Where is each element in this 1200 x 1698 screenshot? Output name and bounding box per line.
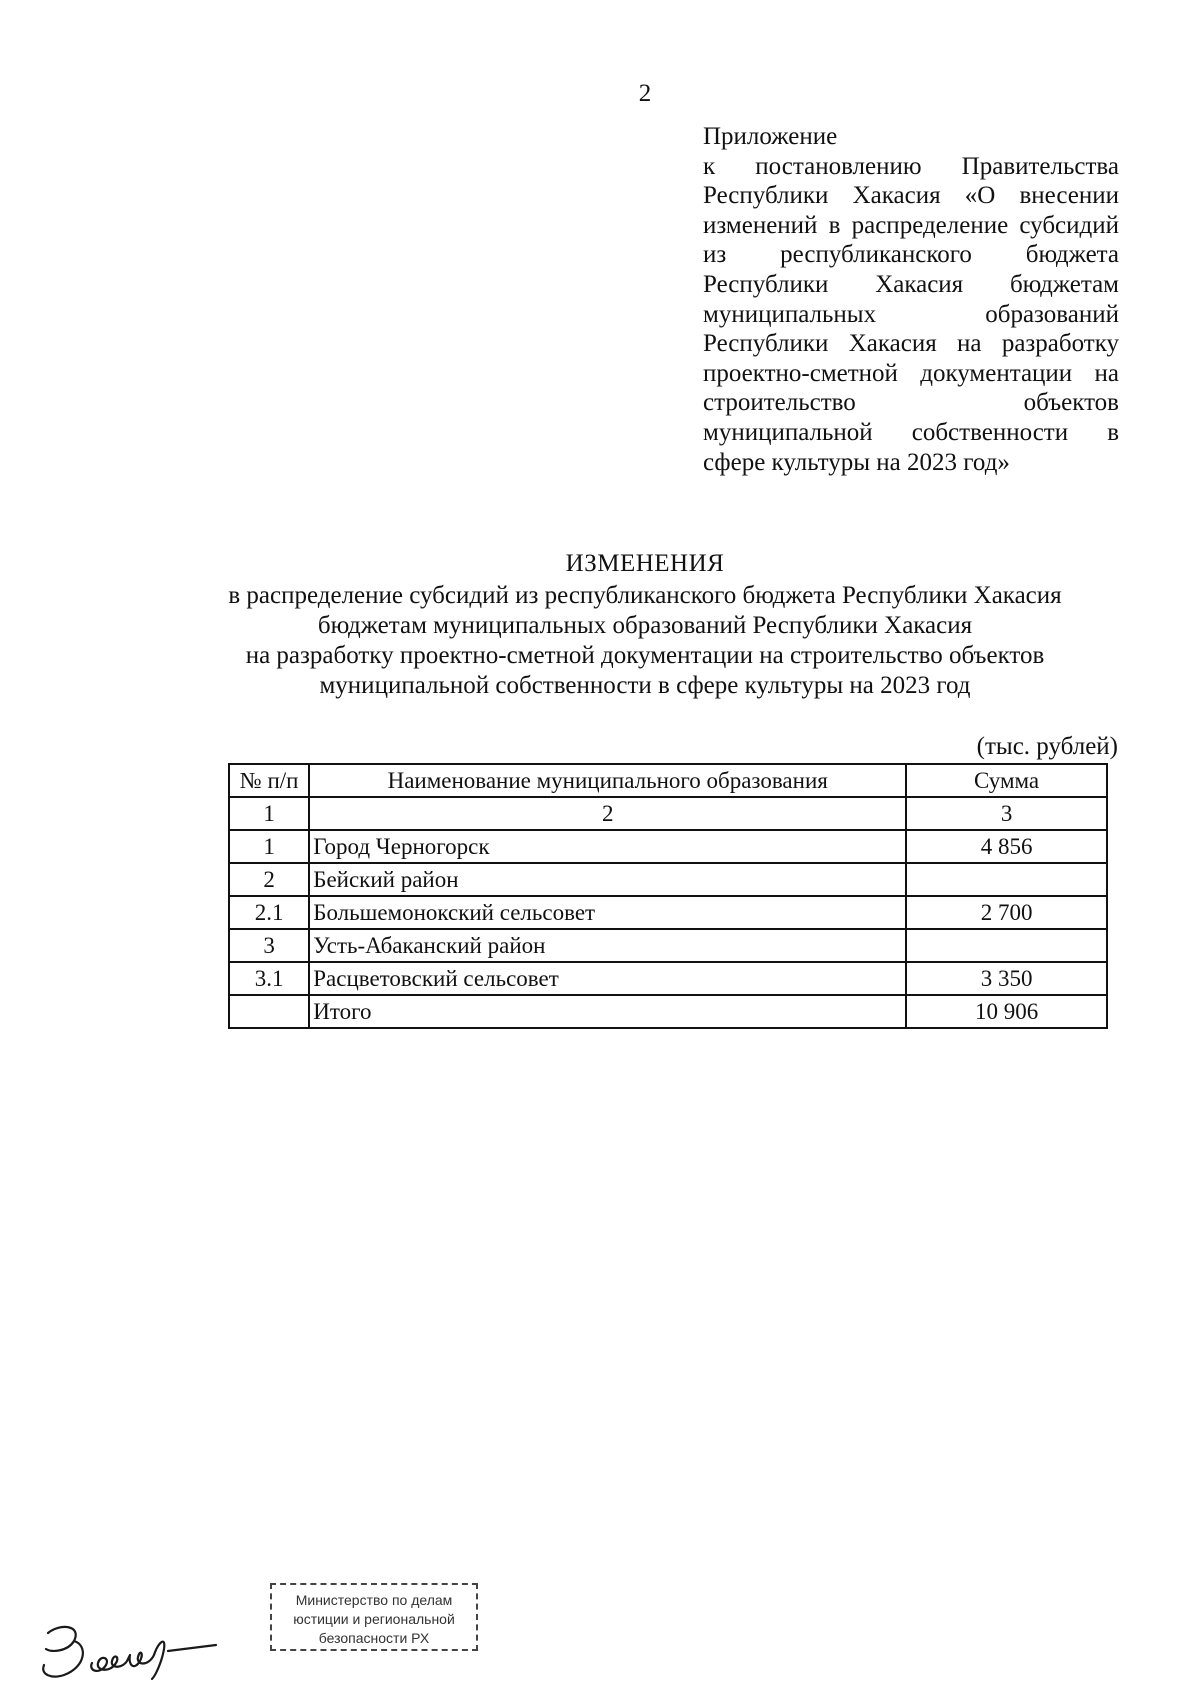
row-number: 3.1 bbox=[229, 962, 309, 995]
total-sum: 10 906 bbox=[906, 995, 1107, 1028]
header-number: № п/п bbox=[229, 764, 309, 797]
row-sum: 3 350 bbox=[906, 962, 1107, 995]
row-name: Город Черногорск bbox=[309, 830, 906, 863]
table-row bbox=[229, 863, 1107, 896]
stamp-line: Министерство по делам bbox=[295, 1592, 453, 1608]
column-numbers-row bbox=[229, 797, 1107, 830]
appendix-text: к постановлению Правительства Республики Хакасия «О внесении изменений в распределение субсидий из республиканского бюджета Республики Хакасия бюджетам муниципальных образований Республики Хакасия на разработку проектно-сметной документации на строительство объектов муниципальной собственности в сфере культуры на 2023 год» bbox=[703, 152, 1119, 476]
stamp-line: юстиции и региональной bbox=[293, 1611, 455, 1627]
page-number: 2 bbox=[638, 80, 652, 107]
table-total-row bbox=[229, 995, 1107, 1028]
document-heading bbox=[100, 549, 1190, 701]
row-name: Бейский район bbox=[309, 863, 906, 896]
header-name: Наименование муниципального образования bbox=[309, 764, 906, 797]
row-name: Расцветовский сельсовет bbox=[309, 962, 906, 995]
subsidy-table bbox=[228, 763, 1108, 1029]
signature-icon bbox=[30, 1605, 220, 1695]
table-row bbox=[229, 929, 1107, 962]
table-row bbox=[229, 962, 1107, 995]
row-name: Большемонокский сельсовет bbox=[309, 896, 906, 929]
row-sum: 4 856 bbox=[906, 830, 1107, 863]
row-number: 2.1 bbox=[229, 896, 309, 929]
header-sum: Сумма bbox=[906, 764, 1107, 797]
units-label: (тыс. рублей) bbox=[976, 733, 1118, 760]
document-subtitle-line: бюджетам муниципальных образований Республики Хакасия bbox=[317, 612, 973, 639]
document-subtitle-line: на разработку проектно-сметной документации на строительство объектов bbox=[245, 642, 1045, 669]
row-number bbox=[229, 995, 309, 1028]
row-name: Усть-Абаканский район bbox=[309, 929, 906, 962]
row-number: 2 bbox=[229, 863, 309, 896]
column-number: 2 bbox=[309, 797, 906, 830]
table-row bbox=[229, 896, 1107, 929]
row-number: 1 bbox=[229, 830, 309, 863]
row-sum bbox=[906, 863, 1107, 896]
column-number: 1 bbox=[229, 797, 309, 830]
row-sum bbox=[906, 929, 1107, 962]
document-title: ИЗМЕНЕНИЯ bbox=[565, 550, 725, 577]
document-subtitle-line: в распределение субсидий из республиканского бюджета Республики Хакасия bbox=[228, 582, 1062, 609]
stamp-line: безопасности РХ bbox=[318, 1630, 430, 1646]
row-number: 3 bbox=[229, 929, 309, 962]
table-header-row bbox=[229, 764, 1107, 797]
row-sum: 2 700 bbox=[906, 896, 1107, 929]
table-row bbox=[229, 830, 1107, 863]
appendix-title: Приложение bbox=[703, 123, 838, 150]
column-number: 3 bbox=[906, 797, 1107, 830]
ministry-stamp bbox=[270, 1583, 478, 1651]
document-subtitle-line: муниципальной собственности в сфере культуры на 2023 год bbox=[319, 672, 971, 699]
total-label: Итого bbox=[309, 995, 906, 1028]
appendix-block bbox=[703, 122, 1119, 477]
